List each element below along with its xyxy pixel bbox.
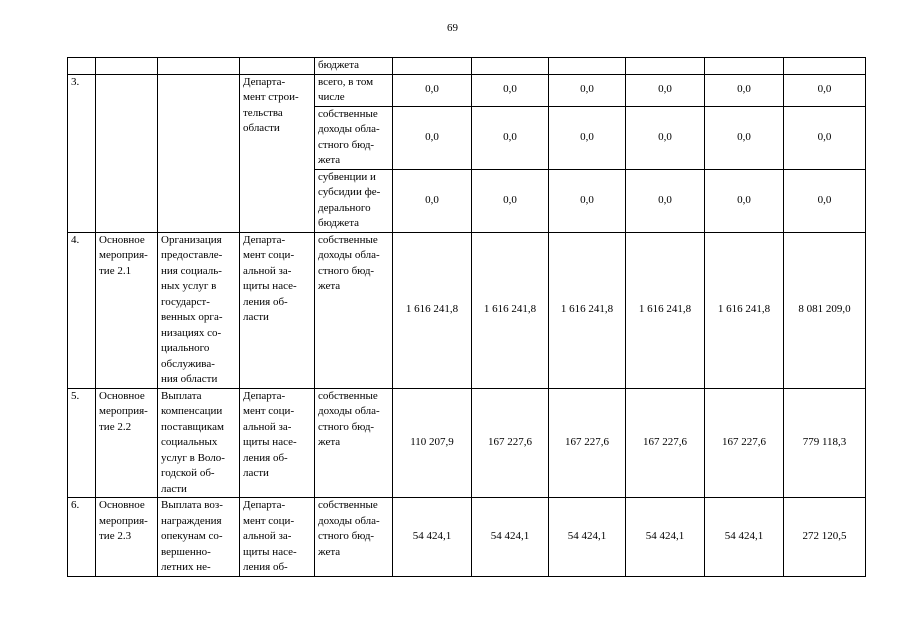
row-number: 6. [68,498,96,577]
value-cell: 1 616 241,8 [626,232,705,388]
funding-source: субвенции и субсидии фе- дерального бюджета [315,169,393,232]
row-number: 5. [68,388,96,498]
cell-executor [240,58,315,75]
value-cell: 1 616 241,8 [393,232,472,388]
table-row [68,498,866,577]
value-cell-total: 0,0 [784,74,866,106]
table-row-continuation [68,58,866,75]
value-cell: 54 424,1 [549,498,626,577]
value-cell: 167 227,6 [549,388,626,498]
value-cell-total: 0,0 [784,106,866,169]
value-cell-total: 272 120,5 [784,498,866,577]
value-cell: 0,0 [393,169,472,232]
executor: Департа- мент соци- альной за- щиты насе- ления об- [240,498,315,577]
activity-name: Основное мероприя- тие 2.2 [96,388,158,498]
funding-source: собственные доходы обла- стного бюд- жета [315,232,393,388]
budget-table [67,57,866,577]
value-cell: 167 227,6 [705,388,784,498]
value-cell-total: 0,0 [784,169,866,232]
value-cell: 0,0 [549,169,626,232]
cell-source: бюджета [315,58,393,75]
value-cell: 0,0 [626,74,705,106]
activity-content: Выплата воз- награждения опекунам со- вершенно- летних не- [158,498,240,577]
cell-value [549,58,626,75]
cell-content [158,58,240,75]
activity-name: Основное мероприя- тие 2.3 [96,498,158,577]
cell-no [68,58,96,75]
value-cell: 54 424,1 [393,498,472,577]
value-cell: 0,0 [626,106,705,169]
funding-source: собственные доходы обла- стного бюд- жета [315,388,393,498]
row-number: 3. [68,74,96,232]
funding-source: собственные доходы обла- стного бюд- жета [315,106,393,169]
cell-value [705,58,784,75]
value-cell: 54 424,1 [705,498,784,577]
value-cell: 0,0 [705,74,784,106]
value-cell-total: 779 118,3 [784,388,866,498]
value-cell: 0,0 [472,169,549,232]
activity-content: Выплата компенсации поставщикам социальных услуг в Воло- годской об- ласти [158,388,240,498]
value-cell: 167 227,6 [626,388,705,498]
executor: Департа- мент соци- альной за- щиты насе- ления об- ласти [240,388,315,498]
value-cell: 54 424,1 [626,498,705,577]
value-cell: 1 616 241,8 [549,232,626,388]
value-cell: 0,0 [549,74,626,106]
value-cell: 0,0 [472,106,549,169]
value-cell: 1 616 241,8 [705,232,784,388]
value-cell: 110 207,9 [393,388,472,498]
row-number: 4. [68,232,96,388]
value-cell: 0,0 [626,169,705,232]
value-cell: 0,0 [705,106,784,169]
value-cell: 0,0 [393,74,472,106]
value-cell-total: 8 081 209,0 [784,232,866,388]
funding-source: собственные доходы обла- стного бюд- жета [315,498,393,577]
activity-content: Организация предоставле- ния социаль- ных услуг в государст- венных орга- низациях со- циального обслужива- ния области [158,232,240,388]
cell-value [393,58,472,75]
value-cell: 1 616 241,8 [472,232,549,388]
value-cell: 0,0 [705,169,784,232]
page-number: 69 [447,22,458,34]
value-cell: 54 424,1 [472,498,549,577]
activity-content [158,74,240,232]
value-cell: 167 227,6 [472,388,549,498]
activity-name: Основное мероприя- тие 2.1 [96,232,158,388]
cell-value [784,58,866,75]
activity-name [96,74,158,232]
funding-source: всего, в том числе [315,74,393,106]
cell-value [472,58,549,75]
table-row [68,74,866,106]
value-cell: 0,0 [393,106,472,169]
value-cell: 0,0 [472,74,549,106]
cell-value [626,58,705,75]
value-cell: 0,0 [549,106,626,169]
executor: Департа- мент строи- тельства области [240,74,315,232]
table-row [68,232,866,388]
executor: Департа- мент соци- альной за- щиты насе- ления об- ласти [240,232,315,388]
cell-name [96,58,158,75]
table-row [68,388,866,498]
